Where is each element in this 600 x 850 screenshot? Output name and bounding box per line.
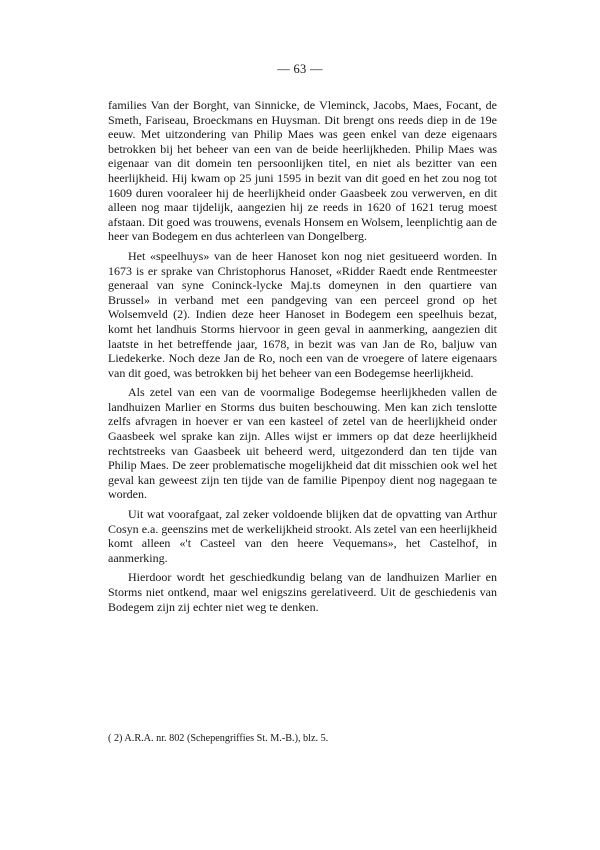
page-number: — 63 — bbox=[277, 62, 323, 76]
paragraph: families Van der Borght, van Sinnicke, de Vleminck, Jacobs, Maes, Focant, de Smeth, Fariseau, Broeckmans en Huysman. Dit brengt ons reeds diep in de 19e eeuw. Met uitzondering van Philip Maes was geen enkel van deze eigenaars betrokken bij het beheer van een van de beide heerlijkheden. Philip Maes was eigenaar van dit domein ten persoonlijken titel, en niet als bezitter van een heerlijkheid. Hij kwam op 25 juni 1595 in bezit van dit goed en het zou nog tot 1609 duren vooraleer hij de heerlijkheid onder Gaasbeek zou verwerven, en dit alleen nog maar tijdelijk, aangezien hij ze reeds in 1620 of 1621 terug moest afstaan. Dit goed was trouwens, evenals Honsem en Wolsem, leenplichtig aan de heer van Bodegem en dus achterleen van Dongelberg. bbox=[108, 98, 497, 244]
footnote: ( 2) A.R.A. nr. 802 (Schepengriffies St. M.-B.), blz. 5. bbox=[108, 733, 329, 744]
paragraph: Het «speelhuys» van de heer Hanoset kon nog niet gesitueerd worden. In 1673 is er sprake van Christophorus Hanoset, «Ridder Raedt ende Rentmeester generaal van syne Coninck-lycke Maj.ts domeynen in den quartiere van Brussel» in verband met een pandgeving van een perceel grond op het Wolsemveld (2). Indien deze heer Hanoset in Bodegem een speelhuis bezat, komt het landhuis Storms hiervoor in geen geval in aanmerking, aangezien dit laatste in het betreffende jaar, 1678, in bezit was van Jan de Ro, baljuw van Liedekerke. Noch deze Jan de Ro, noch een van de vroegere of latere eigenaars van dit goed, was betrokken bij het beheer van een Bodegemse heerlijkheid. bbox=[108, 248, 497, 380]
paragraph: Hierdoor wordt het geschiedkundig belang van de landhuizen Marlier en Storms niet ontkend, maar wel enigszins gerelativeerd. Uit de geschiedenis van Bodegem zijn zij echter niet weg te denken. bbox=[108, 570, 497, 614]
paragraph: Als zetel van een van de voormalige Bodegemse heerlijkheden vallen de landhuizen Marlier en Storms dus buiten beschouwing. Men kan zich tenslotte zelfs afvragen in hoever er van een kasteel of zetel van de heerlijkheid onder Gaasbeek wel sprake kan zijn. Alles wijst er immers op dat deze heerlijkheid rechtstreeks van Gaasbeek uit beheerd werd, uitgezonderd dan ten tijde van Philip Maes. De zeer problematische mogelijkheid dat dit misschien ook wel het geval kan geweest zijn ten tijde van de familie Pipenpoy dient nog nagegaan te worden. bbox=[108, 385, 497, 502]
body-text bbox=[108, 98, 497, 619]
paragraph: Uit wat voorafgaat, zal zeker voldoende blijken dat de opvatting van Arthur Cosyn e.a. geenszins met de werkelijkheid strookt. Als zetel van een heerlijkheid komt alleen «'t Casteel van den heere Vequemans», het Castelhof, in aanmerking. bbox=[108, 507, 497, 565]
